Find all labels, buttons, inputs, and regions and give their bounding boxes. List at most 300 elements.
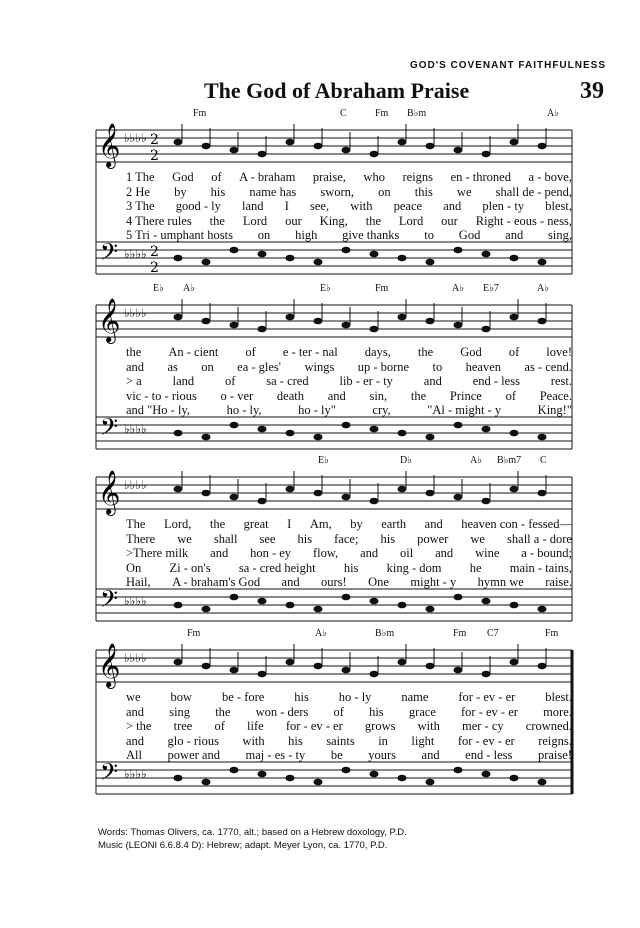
lyric-syllable: blest. — [545, 690, 572, 704]
note-head — [286, 602, 295, 609]
note-head — [482, 151, 491, 158]
chord-symbol: Fm — [375, 108, 389, 119]
lyric-syllable: saints — [326, 733, 355, 748]
note-head — [342, 494, 351, 501]
lyric-syllable: lib - er - ty — [339, 374, 393, 388]
key-signature: ♭♭♭♭ — [124, 131, 147, 145]
lyric-syllable: we — [126, 690, 141, 704]
note-head — [230, 322, 239, 329]
lyric-syllable: and — [435, 546, 454, 560]
lyric-line-verse-3 — [126, 199, 572, 214]
lyric-syllable: Peace. — [539, 388, 572, 403]
lyric-line-verse-3 — [126, 719, 572, 734]
lyric-line-verse-4 — [126, 214, 572, 229]
lyric-line-verse-2 — [126, 185, 572, 200]
note-head — [202, 143, 211, 150]
chord-symbol: C — [340, 108, 347, 119]
lyric-syllable: his — [343, 560, 359, 575]
lyric-syllable: great — [243, 517, 269, 531]
note-head — [538, 779, 547, 786]
note-head — [342, 322, 351, 329]
lyric-syllable: our — [441, 213, 458, 228]
lyric-syllable: e - ter - nal — [282, 345, 338, 359]
lyric-line-verse-5 — [126, 748, 572, 763]
note-head — [286, 314, 295, 321]
chord-symbol: B♭m — [407, 108, 427, 119]
lyric-syllable: the — [215, 704, 231, 719]
lyric-syllable: his — [294, 690, 309, 704]
note-head — [482, 426, 491, 433]
lyric-syllable: 5 Tri - umphant hosts — [126, 228, 233, 242]
note-head — [258, 771, 267, 778]
note-head — [286, 430, 295, 437]
lyric-syllable: face; — [334, 531, 359, 546]
chord-symbol: A♭ — [537, 283, 549, 294]
lyric-syllable: sin, — [369, 388, 388, 403]
lyric-syllable: to — [424, 228, 434, 242]
note-head — [286, 255, 295, 262]
bass-clef: 𝄢 — [100, 585, 119, 618]
key-signature: ♭♭♭♭ — [124, 247, 147, 261]
lyric-syllable: heaven — [465, 359, 502, 374]
lyric-syllable: with — [350, 199, 373, 213]
lyric-syllable: on — [257, 228, 271, 242]
note-head — [510, 314, 519, 321]
lyric-syllable: Right - eous - ness, — [475, 213, 572, 228]
music-credit: Music (LEONI 6.6.8.4 D): Hebrew; adapt. Meyer Lyon, ca. 1770, P.D. — [98, 840, 388, 851]
lyric-syllable: and — [126, 704, 145, 719]
note-head — [314, 606, 323, 613]
lyric-syllable: blest, — [545, 199, 572, 213]
chord-symbol: A♭ — [470, 455, 482, 466]
note-head — [174, 255, 183, 262]
note-head — [258, 251, 267, 258]
lyric-syllable: 4 There rules — [126, 213, 192, 228]
chord-symbol: A♭ — [315, 628, 327, 639]
lyric-syllable: shall de - pend, — [495, 184, 572, 199]
lyric-syllable: sing, — [548, 228, 572, 242]
note-head — [342, 767, 351, 774]
lyric-syllable: the — [209, 213, 225, 228]
lyric-syllable: I — [287, 517, 292, 531]
lyric-syllable: sing — [169, 704, 191, 719]
lyric-syllable: Lord, — [163, 517, 192, 531]
lyric-syllable: crowned. — [525, 719, 572, 733]
note-head — [510, 486, 519, 493]
lyric-syllable: be - fore — [221, 690, 265, 704]
chord-symbol: B♭m — [375, 628, 395, 639]
note-head — [174, 659, 183, 666]
lyric-line-verse-4 — [126, 734, 572, 749]
lyric-syllable: name has — [249, 184, 297, 199]
chord-symbol: E♭ — [318, 455, 329, 466]
lyric-syllable: hon - ey — [250, 546, 292, 560]
note-head — [342, 667, 351, 674]
treble-clef: 𝄞 — [98, 470, 121, 514]
lyric-syllable: his — [210, 184, 226, 199]
lyric-syllable: of — [224, 374, 236, 388]
lyric-syllable: main - tains, — [509, 560, 572, 575]
lyric-syllable: and — [126, 359, 145, 374]
note-head — [398, 602, 407, 609]
treble-clef: 𝄞 — [98, 643, 121, 687]
lyric-syllable: to — [432, 359, 443, 374]
lyric-syllable: and — [443, 199, 462, 213]
note-head — [258, 151, 267, 158]
lyric-syllable: I — [284, 199, 289, 213]
lyric-syllable: of — [505, 388, 516, 403]
note-head — [230, 667, 239, 674]
note-head — [202, 606, 211, 613]
lyric-syllable: On — [126, 560, 142, 575]
note-head — [258, 326, 267, 333]
lyric-syllable: and "Ho - ly, — [126, 403, 191, 417]
lyric-syllable: vic - to - rious — [126, 388, 197, 403]
note-head — [454, 767, 463, 774]
lyric-syllable: ours! — [321, 575, 347, 589]
note-head — [202, 779, 211, 786]
section-header: GOD'S COVENANT FAITHFULNESS — [409, 60, 606, 71]
lyric-syllable: and — [360, 546, 379, 560]
note-head — [398, 430, 407, 437]
lyric-syllable: All — [126, 748, 142, 762]
lyric-syllable: mer - cy — [461, 719, 504, 733]
note-head — [230, 422, 239, 429]
note-head — [314, 490, 323, 497]
note-head — [510, 139, 519, 146]
note-head — [202, 259, 211, 266]
chord-symbol: D♭ — [400, 455, 412, 466]
lyric-syllable: praise, — [312, 170, 346, 184]
note-head — [538, 434, 547, 441]
lyric-syllable: Hail, — [126, 575, 151, 589]
note-head — [426, 318, 435, 325]
note-head — [230, 767, 239, 774]
note-head — [510, 659, 519, 666]
lyric-syllable: power — [417, 531, 449, 546]
lyric-syllable: and — [126, 733, 145, 748]
lyric-syllable: ho - ly" — [298, 403, 336, 417]
note-head — [174, 139, 183, 146]
lyric-syllable: land — [172, 374, 195, 388]
lyric-syllable: might - y — [410, 575, 457, 589]
bass-clef: 𝄢 — [100, 758, 119, 791]
lyric-syllable: see — [259, 531, 276, 546]
lyric-syllable: and — [327, 388, 346, 403]
lyric-syllable: grace — [408, 704, 436, 719]
note-head — [174, 486, 183, 493]
chord-symbol: Fm — [545, 628, 559, 639]
note-head — [370, 426, 379, 433]
lyric-syllable: ho - ly, — [226, 403, 262, 417]
lyric-syllable: shall — [213, 531, 238, 546]
lyric-line-verse-2 — [126, 705, 572, 720]
lyric-syllable: a - bound; — [521, 546, 572, 560]
lyric-syllable: 3 The — [126, 199, 155, 213]
lyric-syllable: we — [456, 184, 472, 199]
lyric-syllable: the — [417, 345, 434, 359]
lyric-syllable: for - ev - er — [285, 719, 343, 733]
lyric-syllable: won - ders — [255, 704, 309, 719]
lyric-syllable: en - throned — [450, 170, 511, 184]
note-head — [258, 598, 267, 605]
lyric-line-verse-5 — [126, 403, 572, 418]
hymn-title: The God of Abraham Praise — [204, 78, 470, 103]
chord-symbol: A♭ — [547, 108, 559, 119]
note-head — [258, 498, 267, 505]
lyric-syllable: on — [201, 359, 214, 374]
note-head — [426, 779, 435, 786]
note-head — [482, 251, 491, 258]
lyric-line-verse-1 — [126, 690, 572, 705]
lyric-syllable: of — [211, 170, 222, 184]
lyric-syllable: of — [245, 345, 256, 359]
bass-clef: 𝄢 — [100, 238, 119, 271]
lyric-syllable: see, — [310, 199, 330, 213]
lyric-syllable: for - ev - er — [458, 690, 516, 704]
lyric-syllable: maj - es - ty — [245, 748, 306, 762]
note-head — [510, 430, 519, 437]
note-head — [174, 314, 183, 321]
note-head — [230, 594, 239, 601]
note-head — [230, 147, 239, 154]
lyric-syllable: be — [330, 748, 343, 762]
note-head — [398, 255, 407, 262]
lyric-syllable: Prince — [449, 388, 482, 403]
lyric-syllable: praise! — [537, 748, 572, 762]
chord-symbol: A♭ — [452, 283, 464, 294]
bass-clef: 𝄢 — [100, 413, 119, 446]
key-signature: ♭♭♭♭ — [124, 651, 147, 665]
lyric-syllable: King!" — [537, 403, 572, 417]
lyric-syllable: our — [285, 213, 302, 228]
note-head — [398, 139, 407, 146]
lyric-line-verse-1 — [126, 517, 572, 532]
note-head — [202, 490, 211, 497]
chord-symbol: Fm — [193, 108, 207, 119]
lyric-syllable: he — [469, 560, 482, 575]
lyric-syllable: who — [363, 170, 385, 184]
note-head — [314, 434, 323, 441]
lyric-syllable: on — [378, 184, 391, 199]
lyric-line-verse-2 — [126, 532, 572, 547]
lyric-syllable: days, — [364, 345, 391, 359]
lyric-line-verse-3 — [126, 374, 572, 389]
note-head — [482, 771, 491, 778]
note-head — [454, 594, 463, 601]
note-head — [202, 663, 211, 670]
note-head — [538, 318, 547, 325]
lyric-syllable: give thanks — [342, 228, 400, 242]
note-head — [314, 663, 323, 670]
lyric-syllable: king - dom — [386, 560, 442, 575]
chord-symbol: E♭ — [320, 283, 331, 294]
lyric-syllable: his — [380, 531, 396, 546]
lyric-syllable: his — [369, 704, 384, 719]
lyric-syllable: King, — [319, 213, 348, 228]
note-head — [510, 602, 519, 609]
note-head — [426, 434, 435, 441]
lyric-syllable: the — [209, 517, 226, 531]
lyric-syllable: rest. — [550, 374, 572, 388]
lyric-syllable: and — [423, 374, 442, 388]
lyric-line-verse-5 — [126, 228, 572, 243]
note-head — [426, 606, 435, 613]
lyric-syllable: this — [414, 184, 433, 199]
lyric-syllable: the — [410, 388, 427, 403]
lyric-syllable: more. — [543, 704, 572, 719]
key-signature: ♭♭♭♭ — [124, 422, 147, 436]
treble-clef: 𝄞 — [98, 123, 121, 167]
chord-symbol: B♭m7 — [497, 455, 522, 466]
footer-credits — [98, 826, 407, 852]
note-head — [426, 490, 435, 497]
lyric-syllable: Am, — [309, 517, 332, 531]
lyric-syllable: bow — [170, 690, 193, 704]
lyric-syllable: of — [508, 345, 520, 359]
lyric-syllable: and — [281, 575, 300, 589]
lyric-syllable: reigns. — [538, 733, 572, 748]
note-head — [538, 490, 547, 497]
note-head — [314, 143, 323, 150]
lyric-syllable: tree — [173, 719, 193, 733]
note-head — [202, 434, 211, 441]
lyric-syllable: with — [242, 733, 265, 748]
lyric-syllable: > the — [126, 719, 152, 733]
note-head — [286, 659, 295, 666]
time-signature: 2 — [150, 132, 159, 148]
lyric-line-verse-2 — [126, 360, 572, 375]
note-head — [174, 602, 183, 609]
note-head — [454, 147, 463, 154]
lyric-syllable: we — [177, 531, 192, 546]
lyric-syllable: life — [247, 719, 264, 733]
lyric-syllable: "Al - might - y — [427, 403, 502, 417]
lyric-line-verse-4 — [126, 389, 572, 404]
lyric-syllable: reigns — [402, 170, 434, 184]
lyric-syllable: flow, — [312, 546, 339, 560]
note-head — [314, 259, 323, 266]
note-head — [426, 259, 435, 266]
note-head — [510, 255, 519, 262]
key-signature: ♭♭♭♭ — [124, 478, 147, 492]
lyric-syllable: shall a - dore — [507, 531, 572, 546]
note-head — [342, 147, 351, 154]
lyric-syllable: for - ev - er — [457, 733, 515, 748]
lyric-syllable: 1 The — [126, 170, 155, 184]
lyric-syllable: and — [421, 748, 440, 762]
note-head — [342, 247, 351, 254]
lyric-syllable: An - cient — [168, 345, 219, 359]
note-head — [538, 606, 547, 613]
words-credit: Words: Thomas Olivers, ca. 1770, alt.; based on a Hebrew doxology, P.D. — [98, 827, 407, 838]
lyric-syllable: sa - cred height — [238, 560, 316, 575]
lyric-syllable: glo - rious — [167, 733, 219, 748]
note-head — [174, 430, 183, 437]
note-head — [454, 667, 463, 674]
lyric-syllable: raise. — [545, 575, 572, 589]
time-signature: 2 — [150, 244, 159, 260]
lyric-syllable: in — [378, 733, 388, 748]
chord-symbol: E♭ — [153, 283, 164, 294]
lyric-syllable: earth — [381, 517, 407, 531]
lyric-syllable: the — [365, 213, 381, 228]
note-head — [370, 671, 379, 678]
key-signature: ♭♭♭♭ — [124, 767, 147, 781]
note-head — [454, 247, 463, 254]
lyric-syllable: oil — [400, 546, 414, 560]
chord-symbol: C7 — [487, 628, 499, 639]
lyric-syllable: the — [126, 345, 142, 359]
lyric-line-verse-5 — [126, 575, 572, 590]
note-head — [482, 326, 491, 333]
lyric-syllable: his — [297, 531, 313, 546]
lyric-syllable: There — [126, 531, 156, 546]
lyric-syllable: death — [276, 388, 304, 403]
lyric-syllable: and — [424, 517, 443, 531]
lyric-syllable: ho - ly — [338, 690, 372, 704]
lyric-syllable: name — [401, 690, 429, 704]
lyric-syllable: grows — [364, 719, 396, 733]
key-signature: ♭♭♭♭ — [124, 306, 147, 320]
note-head — [454, 422, 463, 429]
lyric-syllable: A - braham's God — [172, 575, 261, 589]
time-signature: 2 — [150, 148, 159, 164]
note-head — [370, 771, 379, 778]
note-head — [342, 422, 351, 429]
lyric-syllable: for - ev - er — [461, 704, 518, 719]
lyric-syllable: as — [167, 359, 178, 374]
lyric-line-verse-1 — [126, 170, 572, 185]
lyric-syllable: God — [460, 345, 482, 359]
lyric-syllable: we — [470, 531, 485, 546]
note-head — [342, 594, 351, 601]
note-head — [370, 326, 379, 333]
note-head — [426, 143, 435, 150]
lyric-syllable: plen - ty — [482, 199, 525, 213]
lyric-syllable: power and — [167, 748, 220, 762]
treble-clef: 𝄞 — [98, 298, 121, 342]
lyric-line-verse-1 — [126, 345, 572, 360]
lyric-syllable: high — [295, 228, 318, 242]
lyric-syllable: up - borne — [357, 359, 410, 374]
hymn-number: 39 — [580, 78, 604, 104]
lyric-syllable: heaven con - fessed— — [461, 517, 572, 531]
lyric-syllable: end - less — [465, 748, 513, 762]
lyric-syllable: with — [417, 719, 440, 733]
lyric-syllable: wine — [475, 546, 500, 560]
lyric-syllable: land — [242, 199, 264, 213]
note-head — [230, 247, 239, 254]
lyric-syllable: by — [350, 517, 363, 531]
lyric-syllable: The — [126, 517, 146, 531]
lyric-syllable: Zi - on's — [169, 560, 211, 575]
note-head — [510, 775, 519, 782]
note-head — [454, 322, 463, 329]
note-head — [398, 775, 407, 782]
lyric-line-verse-3 — [126, 546, 572, 561]
lyric-syllable: wings — [304, 359, 335, 374]
lyric-line-verse-4 — [126, 561, 572, 576]
note-head — [538, 259, 547, 266]
note-head — [538, 663, 547, 670]
lyric-syllable: sworn, — [320, 184, 355, 199]
lyric-syllable: > a — [126, 374, 142, 388]
lyric-syllable: good - ly — [175, 199, 221, 213]
note-head — [426, 663, 435, 670]
chord-symbol: Fm — [375, 283, 389, 294]
lyric-syllable: ea - gles' — [237, 359, 282, 374]
